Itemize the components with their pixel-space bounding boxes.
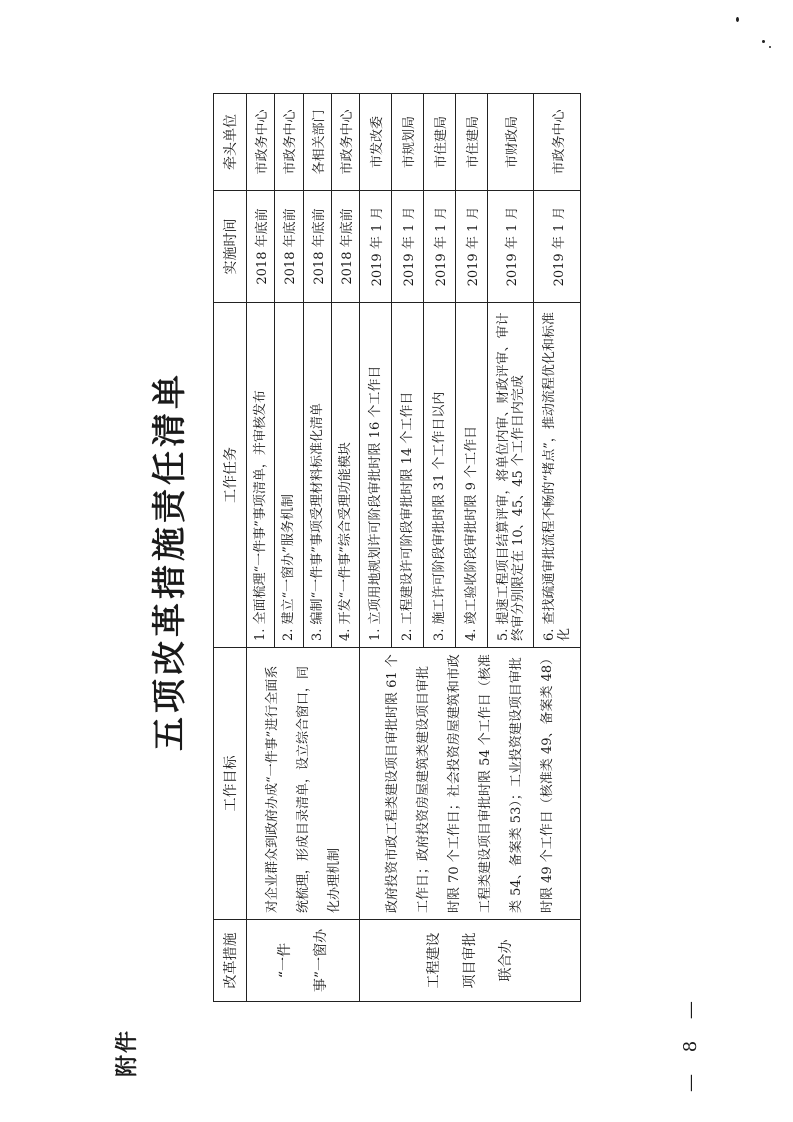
time-cell: 2019 年 1 月 bbox=[534, 191, 581, 303]
time-cell: 2018 年底前 bbox=[247, 191, 275, 303]
time-cell: 2019 年 1 月 bbox=[360, 191, 392, 303]
time-cell: 2019 年 1 月 bbox=[487, 191, 534, 303]
measure-cell: “一件事”一窗办 bbox=[247, 920, 360, 1002]
unit-cell: 市政务中心 bbox=[275, 94, 303, 191]
goal-cell: 对企业群众到政府办成“一件事”进行全面系统梳理，形成目录清单，设立综合窗口，同化办理机制 bbox=[247, 648, 360, 920]
task-cell: 2. 建立“一窗办”服务机制 bbox=[275, 303, 303, 648]
task-cell: 3. 编制“一件事”事项受理材料标准化清单 bbox=[303, 303, 331, 648]
time-cell: 2018 年底前 bbox=[303, 191, 331, 303]
unit-cell: 市政务中心 bbox=[247, 94, 275, 191]
unit-cell: 市住建局 bbox=[424, 94, 456, 191]
unit-cell: 市规划局 bbox=[392, 94, 424, 191]
header-unit: 牵头单位 bbox=[214, 94, 247, 191]
task-cell: 3. 施工许可阶段审批时限 31 个工作日以内 bbox=[424, 303, 456, 648]
task-cell: 1. 全面梳理“一件事”事项清单，并审核发布 bbox=[247, 303, 275, 648]
header-measure: 改革措施 bbox=[214, 920, 247, 1002]
unit-cell: 市政务中心 bbox=[331, 94, 359, 191]
attachment-label: 附件 bbox=[114, 1028, 140, 1077]
unit-cell: 市财政局 bbox=[487, 94, 534, 191]
unit-cell: 市住建局 bbox=[455, 94, 487, 191]
goal-cell: 政府投资市政工程类建设项目审批时限 61 个工作日；政府投资房屋建筑类建设项目审批时限 70 个工作日；社会投资房屋建筑和市政工程类建设项目审批时限 54 个工作日（核准类 54、备案类 53）；工业投资建设项目审批时限 49 个工作日（核准类 49、备案类 48） bbox=[360, 648, 581, 920]
time-cell: 2019 年 1 月 bbox=[455, 191, 487, 303]
task-cell: 1. 立项用地规划许可阶段审批时限 16 个工作日 bbox=[360, 303, 392, 648]
task-cell: 2. 工程建设许可阶段审批时限 14 个工作日 bbox=[392, 303, 424, 648]
table-row bbox=[247, 94, 275, 1002]
time-cell: 2019 年 1 月 bbox=[392, 191, 424, 303]
header-time: 实施时间 bbox=[214, 191, 247, 303]
responsibility-table bbox=[213, 93, 581, 1002]
unit-cell: 各相关部门 bbox=[303, 94, 331, 191]
table-row bbox=[360, 94, 392, 1002]
time-cell: 2019 年 1 月 bbox=[424, 191, 456, 303]
page-number: — 8 — bbox=[680, 993, 701, 1092]
time-cell: 2018 年底前 bbox=[275, 191, 303, 303]
measure-cell: 工程建设项目审批联合办 bbox=[360, 920, 581, 1002]
header-goal: 工作目标 bbox=[214, 648, 247, 920]
task-cell: 6. 查找疏通审批流程不畅的“堵点”，推动流程优化和标准化 bbox=[534, 303, 581, 648]
unit-cell: 市政务中心 bbox=[534, 94, 581, 191]
time-cell: 2018 年底前 bbox=[331, 191, 359, 303]
task-cell: 4. 竣工验收阶段审批时限 9 个工作日 bbox=[455, 303, 487, 648]
task-cell: 4. 开发“一件事”综合受理功能模块 bbox=[331, 303, 359, 648]
unit-cell: 市发改委 bbox=[360, 94, 392, 191]
header-task: 工作任务 bbox=[214, 303, 247, 648]
page-title: 五项改革措施责任清单 bbox=[150, 371, 190, 751]
task-cell: 5. 提速工程项目结算评审，将单位内审、财政评审、审计终审分别限定在 10、45、45 个工作日内完成 bbox=[487, 303, 534, 648]
table-header-row bbox=[214, 94, 247, 1002]
